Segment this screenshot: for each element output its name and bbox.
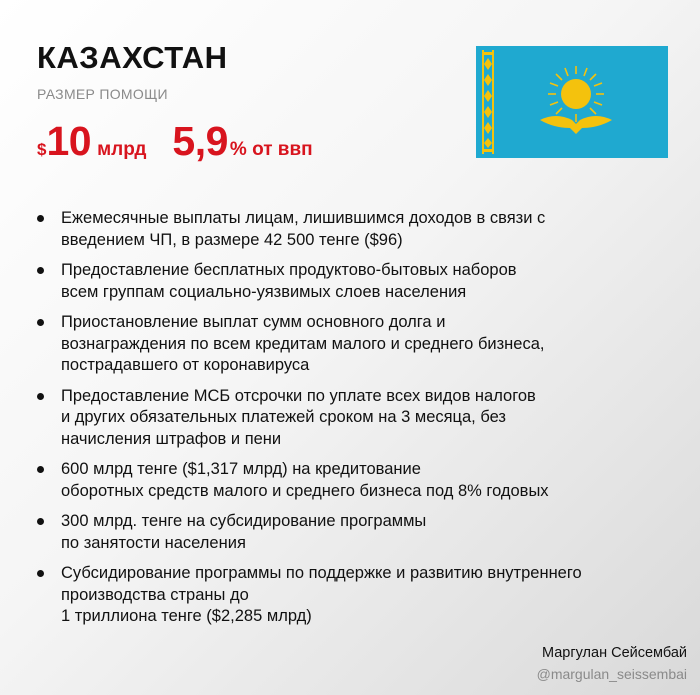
bullet-dot-icon — [37, 267, 44, 274]
currency-symbol: $ — [37, 140, 47, 159]
page-title: КАЗАХСТАН — [37, 40, 228, 75]
author-handle: @margulan_seissembai — [536, 666, 687, 682]
list-item — [37, 260, 677, 303]
aid-amount — [37, 118, 146, 165]
aid-figures — [37, 118, 313, 165]
list-item-text: Приостановление выплат сумм основного долга и вознаграждения по всем кредитам малого и среднего бизнеса, пострадавшего от коронавируса — [61, 313, 545, 374]
list-item-text: Ежемесячные выплаты лицам, лишившимся доходов в связи с введением ЧП, в размере 42 500 тенге ($96) — [61, 209, 546, 249]
list-item-text: 600 млрд тенге ($1,317 млрд) на кредитование оборотных средств малого и среднего бизнеса под 8% годовых — [61, 460, 549, 500]
list-item — [37, 208, 677, 251]
kazakhstan-flag-icon — [476, 46, 668, 158]
bullet-dot-icon — [37, 215, 44, 222]
bullet-dot-icon — [37, 570, 44, 577]
list-item-text: 300 млрд. тенге на субсидирование программы по занятости населения — [61, 512, 427, 552]
author-name: Маргулан Сейсембай — [541, 645, 687, 661]
list-item-text: Предоставление МСБ отсрочки по уплате всех видов налогов и других обязательных платежей сроком на 3 месяца, без начисления штрафов и пени — [61, 386, 536, 448]
list-item — [37, 563, 677, 628]
gdp-unit: % от ввп — [229, 139, 313, 160]
bullet-dot-icon — [37, 466, 44, 473]
list-item — [37, 459, 677, 502]
gdp-percent-value: 5,9 — [172, 118, 228, 164]
measures-list — [37, 208, 677, 637]
list-item — [37, 386, 677, 451]
list-item — [37, 511, 677, 554]
list-item-text: Субсидирование программы по поддержке и развитию внутреннего производства страны до 1 триллиона тенге ($2,285 млрд) — [61, 564, 582, 625]
list-item-text: Предоставление бесплатных продуктово-бытовых наборов всем группам социально-уязвимых слоев населения — [61, 261, 517, 301]
amount-value: 10 — [46, 118, 92, 164]
bullet-dot-icon — [37, 518, 44, 525]
amount-unit: млрд — [97, 139, 147, 160]
bullet-dot-icon — [37, 319, 44, 326]
page-subtitle: РАЗМЕР ПОМОЩИ — [37, 86, 168, 102]
list-item — [37, 312, 677, 377]
bullet-dot-icon — [37, 393, 44, 400]
gdp-share — [172, 118, 312, 165]
